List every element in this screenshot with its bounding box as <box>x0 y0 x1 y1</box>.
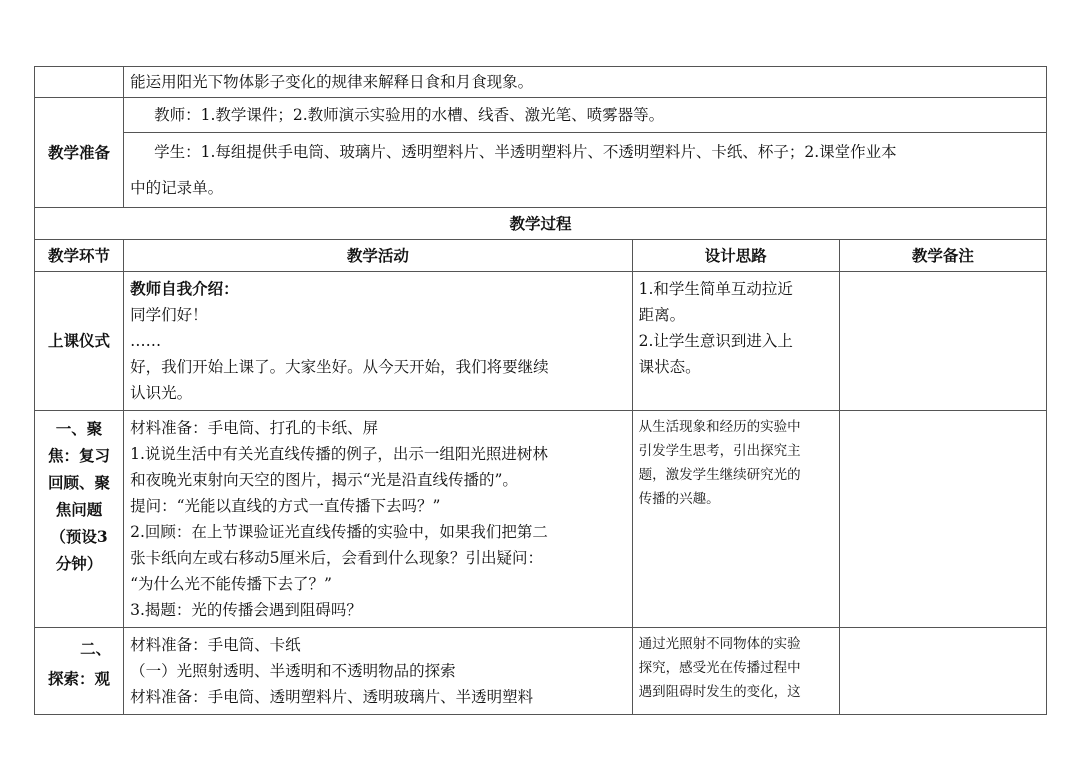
notes-cell <box>839 411 1046 628</box>
design-line: 从生活现象和经历的实验中 <box>638 419 801 435</box>
header-notes: 教学备注 <box>839 240 1046 272</box>
design-cell <box>632 411 839 628</box>
activity-line: 同学们好！ <box>130 306 208 324</box>
activity-line: 提问：“光能以直线的方式一直传播下去吗？” <box>130 497 441 515</box>
design-line: 课状态。 <box>638 358 701 376</box>
activity-line: 材料准备：手电筒、打孔的卡纸、屏 <box>130 419 379 437</box>
table-row <box>35 411 1047 628</box>
table-row <box>35 272 1047 411</box>
design-line: 距离。 <box>638 306 686 324</box>
prep-student-row <box>35 133 1047 208</box>
stage-line: （预设3 <box>50 527 108 546</box>
activity-line: …… <box>130 332 162 350</box>
activity-line: 3.揭题：光的传播会遇到阻碍吗？ <box>130 601 362 619</box>
activity-line: 2.回顾：在上节课验证光直线传播的实验中，如果我们把第二 <box>130 523 548 541</box>
design-line: 2.让学生意识到进入上 <box>638 332 793 350</box>
process-title: 教学过程 <box>35 208 1047 240</box>
ability-row <box>35 67 1047 98</box>
stage-cell <box>35 628 124 715</box>
stage-line: 回顾、聚 <box>48 473 111 492</box>
design-line: 探究，感受光在传播过程中 <box>638 660 801 676</box>
activity-cell <box>124 272 633 411</box>
design-line: 通过光照射不同物体的实验 <box>638 636 801 652</box>
activity-line: 材料准备：手电筒、透明塑料片、透明玻璃片、半透明塑料 <box>130 688 534 706</box>
prep-teacher-text: 教师：1.教学课件；2.教师演示实验用的水槽、线香、激光笔、喷雾器等。 <box>124 98 1047 133</box>
design-line: 引发学生思考，引出探究主 <box>638 443 801 459</box>
header-design: 设计思路 <box>632 240 839 272</box>
stage-line: 分钟） <box>55 554 103 573</box>
prep-student-line-1: 学生：1.每组提供手电筒、玻璃片、透明塑料片、半透明塑料片、不透明塑料片、卡纸、杯子；2.课堂作业本 <box>154 143 897 161</box>
stage-line: 焦问题 <box>55 500 103 519</box>
design-line: 1.和学生简单互动拉近 <box>638 280 793 298</box>
stage-line: 探索：观 <box>48 669 111 688</box>
process-title-row <box>35 208 1047 240</box>
notes-cell <box>839 628 1046 715</box>
ability-stage-cell <box>35 67 124 98</box>
activity-line: 1.说说生活中有关光直线传播的例子，出示一组阳光照进树林 <box>130 445 548 463</box>
activity-cell <box>124 628 633 715</box>
design-line: 遇到阻碍时发生的变化，这 <box>638 684 801 700</box>
design-cell <box>632 272 839 411</box>
stage-line: 上课仪式 <box>48 331 111 350</box>
stage-line: 二、 <box>80 639 112 658</box>
stage-cell <box>35 411 124 628</box>
table-row <box>35 628 1047 715</box>
activity-line: 张卡纸向左或右移动5厘米后，会看到什么现象？引出疑问： <box>130 549 543 567</box>
activity-line: 认识光。 <box>130 384 193 402</box>
design-cell <box>632 628 839 715</box>
header-activity: 教学活动 <box>124 240 633 272</box>
design-line: 传播的兴趣。 <box>638 491 720 507</box>
header-stage: 教学环节 <box>35 240 124 272</box>
prep-label: 教学准备 <box>35 98 124 208</box>
lesson-plan-document <box>34 66 1047 706</box>
ability-text: 能运用阳光下物体影子变化的规律来解释日食和月食现象。 <box>124 67 1047 98</box>
activity-cell <box>124 411 633 628</box>
header-row <box>35 240 1047 272</box>
prep-student-line-2: 中的记录单。 <box>130 179 224 197</box>
activity-line: 和夜晚光束射向天空的图片，揭示“光是沿直线传播的”。 <box>130 471 518 489</box>
stage-cell <box>35 272 124 411</box>
activity-line: 材料准备：手电筒、卡纸 <box>130 636 301 654</box>
activity-line: （一）光照射透明、半透明和不透明物品的探索 <box>130 662 456 680</box>
prep-student-cell <box>124 133 1047 208</box>
activity-line: “为什么光不能传播下去了？” <box>130 575 332 593</box>
notes-cell <box>839 272 1046 411</box>
stage-line: 一、聚 <box>55 419 103 438</box>
design-line: 题，激发学生继续研究光的 <box>638 467 801 483</box>
activity-line: 好，我们开始上课了。大家坐好。从今天开始，我们将要继续 <box>130 358 549 376</box>
prep-teacher-row <box>35 98 1047 133</box>
activity-line: 教师自我介绍： <box>130 279 239 298</box>
lesson-plan-table <box>34 66 1047 715</box>
stage-line: 焦：复习 <box>48 446 111 465</box>
